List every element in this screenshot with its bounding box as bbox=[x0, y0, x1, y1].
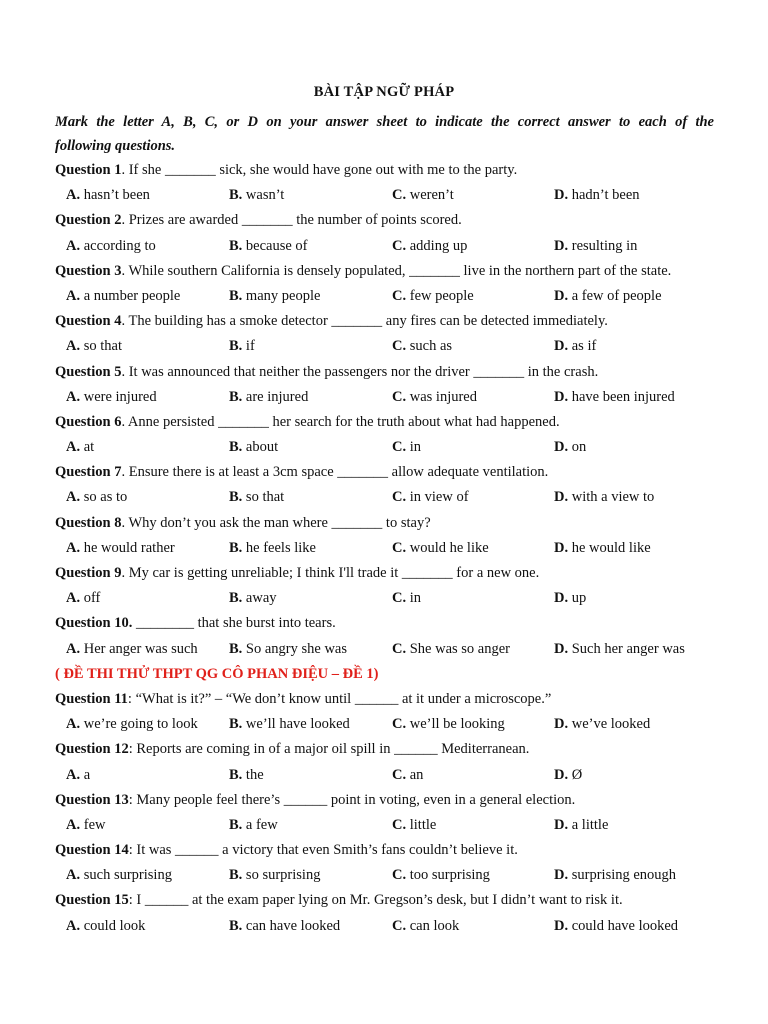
answer-option-b bbox=[229, 637, 347, 662]
option-text: wasn’t bbox=[242, 187, 285, 204]
option-text: a number people bbox=[80, 287, 181, 304]
option-letter: A. bbox=[66, 539, 81, 556]
option-text: few bbox=[80, 816, 106, 833]
answer-option-a bbox=[66, 586, 100, 611]
option-text: we’ll have looked bbox=[242, 716, 350, 733]
option-letter: C. bbox=[392, 237, 407, 254]
question-text: Anne persisted _______ her search for the truth about what had happened. bbox=[127, 413, 560, 430]
option-text: resulting in bbox=[568, 237, 638, 254]
option-letter: C. bbox=[392, 439, 407, 456]
answer-options bbox=[55, 385, 735, 410]
option-letter: A. bbox=[66, 287, 81, 304]
option-text: he would like bbox=[568, 539, 651, 556]
question-number: Question 12 bbox=[55, 741, 129, 758]
answer-option-d bbox=[554, 813, 608, 838]
option-text: so surprising bbox=[242, 867, 321, 884]
option-letter: C. bbox=[392, 489, 407, 506]
question-text: Reports are coming in of a major oil spill in ______ Mediterranean. bbox=[136, 741, 530, 758]
question-number: Question 4 bbox=[55, 313, 122, 330]
question-stem bbox=[55, 511, 735, 536]
answer-option-c bbox=[392, 712, 505, 737]
option-letter: C. bbox=[392, 388, 407, 405]
question-separator: . bbox=[121, 565, 129, 581]
option-letter: B. bbox=[229, 187, 243, 204]
option-letter: B. bbox=[229, 489, 243, 506]
question-text: Ensure there is at least a 3cm space _______ allow adequate ventilation. bbox=[128, 464, 549, 481]
option-letter: A. bbox=[66, 439, 81, 456]
answer-options bbox=[55, 586, 735, 611]
option-letter: C. bbox=[392, 287, 407, 304]
instructions-line-2: following questions. bbox=[55, 138, 176, 154]
question-text: It was announced that neither the passengers nor the driver _______ in the crash. bbox=[128, 363, 599, 380]
page-title: BÀI TẬP NGỮ PHÁP bbox=[313, 84, 455, 100]
question-separator: . bbox=[121, 413, 128, 430]
answer-option-d bbox=[554, 435, 586, 460]
question-separator: . bbox=[121, 313, 129, 330]
option-letter: D. bbox=[554, 287, 569, 304]
question-separator: . bbox=[121, 464, 129, 481]
answer-options bbox=[55, 485, 735, 510]
answer-option-c bbox=[392, 334, 452, 359]
option-letter: D. bbox=[554, 640, 569, 657]
option-text: adding up bbox=[406, 237, 468, 254]
question-number: Question 3 bbox=[55, 262, 122, 279]
answer-option-a bbox=[66, 334, 122, 359]
option-letter: B. bbox=[229, 716, 243, 733]
answer-option-d bbox=[554, 183, 640, 208]
option-text: Such her anger was bbox=[568, 640, 685, 657]
option-text: he would rather bbox=[80, 539, 175, 556]
answer-option-a bbox=[66, 485, 127, 510]
answer-option-b bbox=[229, 536, 316, 561]
question-stem bbox=[55, 158, 735, 183]
option-text: She was so anger bbox=[406, 640, 511, 657]
option-text: surprising enough bbox=[568, 867, 677, 884]
question-stem bbox=[55, 737, 735, 762]
question-separator: : bbox=[128, 892, 137, 909]
answer-option-c bbox=[392, 234, 467, 259]
answer-options bbox=[55, 536, 735, 561]
option-letter: A. bbox=[66, 489, 81, 506]
option-text: would he like bbox=[406, 539, 489, 556]
answer-option-b bbox=[229, 763, 264, 788]
option-letter: C. bbox=[392, 766, 407, 783]
option-letter: C. bbox=[392, 640, 407, 657]
option-text: about bbox=[242, 439, 279, 456]
option-letter: A. bbox=[66, 917, 81, 934]
answer-options bbox=[55, 763, 735, 788]
option-letter: C. bbox=[392, 539, 407, 556]
question-separator: : bbox=[127, 690, 136, 707]
option-letter: A. bbox=[66, 187, 81, 204]
option-text: can look bbox=[406, 917, 460, 934]
option-letter: D. bbox=[554, 237, 569, 254]
question-stem bbox=[55, 208, 735, 233]
question-text: My car is getting unreliable; I think I'll trade it _______ for a new one. bbox=[128, 565, 540, 581]
answer-option-b bbox=[229, 586, 277, 611]
instructions-line-1: Mark the letter A, B, C, or D on your answer sheet to indicate the correct answer to each of the bbox=[55, 114, 714, 130]
option-text: we’ll be looking bbox=[406, 716, 505, 733]
option-letter: B. bbox=[229, 539, 243, 556]
answer-option-d bbox=[554, 586, 586, 611]
question-list bbox=[55, 158, 735, 939]
question-separator: : bbox=[128, 791, 137, 808]
option-text: we’re going to look bbox=[80, 716, 198, 733]
answer-option-c bbox=[392, 485, 469, 510]
question-number: Question 5 bbox=[55, 363, 122, 380]
option-text: so as to bbox=[80, 489, 128, 506]
option-letter: B. bbox=[229, 590, 243, 607]
option-text: on bbox=[568, 439, 587, 456]
answer-option-b bbox=[229, 385, 308, 410]
answer-option-b bbox=[229, 334, 255, 359]
question-text: ________ that she burst into tears. bbox=[135, 615, 336, 632]
question-stem bbox=[55, 410, 735, 435]
question-text: If she _______ sick, she would have gone out with me to the party. bbox=[128, 162, 518, 178]
option-text: few people bbox=[406, 287, 474, 304]
question-number: Question 1 bbox=[55, 162, 122, 178]
option-text: Her anger was such bbox=[80, 640, 198, 657]
option-letter: B. bbox=[229, 287, 243, 304]
option-text: can have looked bbox=[242, 917, 341, 934]
question-number: Question 13 bbox=[55, 791, 129, 808]
option-letter: D. bbox=[554, 338, 569, 355]
answer-option-b bbox=[229, 284, 320, 309]
question-number: Question 10. bbox=[55, 615, 133, 632]
answer-option-d bbox=[554, 536, 651, 561]
option-text: we’ve looked bbox=[568, 716, 651, 733]
answer-option-b bbox=[229, 183, 284, 208]
answer-options bbox=[55, 863, 735, 888]
question-text: I ______ at the exam paper lying on Mr. Gregson’s desk, but I didn’t want to risk it. bbox=[136, 892, 623, 909]
answer-option-b bbox=[229, 863, 320, 888]
option-letter: A. bbox=[66, 766, 81, 783]
answer-option-a bbox=[66, 385, 157, 410]
answer-option-a bbox=[66, 637, 198, 662]
option-letter: D. bbox=[554, 917, 569, 934]
question-text: Why don’t you ask the man where _______ to stay? bbox=[128, 514, 431, 531]
option-letter: A. bbox=[66, 237, 81, 254]
question-separator: . bbox=[121, 212, 129, 229]
answer-options bbox=[55, 637, 735, 662]
option-letter: D. bbox=[554, 187, 569, 204]
option-letter: D. bbox=[554, 388, 569, 405]
option-letter: B. bbox=[229, 439, 243, 456]
option-text: he feels like bbox=[242, 539, 316, 556]
question-number: Question 9 bbox=[55, 565, 122, 581]
answer-option-d bbox=[554, 637, 685, 662]
option-text: a few bbox=[242, 816, 278, 833]
answer-option-d bbox=[554, 284, 662, 309]
option-text: in bbox=[406, 439, 422, 456]
option-text: according to bbox=[80, 237, 156, 254]
option-letter: C. bbox=[392, 590, 407, 607]
instructions bbox=[55, 110, 714, 158]
answer-option-b bbox=[229, 813, 278, 838]
option-letter: C. bbox=[392, 716, 407, 733]
answer-option-a bbox=[66, 284, 180, 309]
question-number: Question 6 bbox=[55, 413, 122, 430]
answer-option-a bbox=[66, 914, 145, 939]
question-separator: . bbox=[121, 162, 129, 178]
answer-options bbox=[55, 712, 735, 737]
question-number: Question 8 bbox=[55, 514, 122, 531]
answer-option-a bbox=[66, 863, 172, 888]
option-letter: C. bbox=[392, 187, 407, 204]
option-letter: A. bbox=[66, 867, 81, 884]
option-text: away bbox=[242, 590, 277, 607]
option-text: such as bbox=[406, 338, 453, 355]
question-separator: . bbox=[121, 363, 129, 380]
option-text: so that bbox=[80, 338, 122, 355]
answer-option-b bbox=[229, 712, 350, 737]
option-text: hasn’t been bbox=[80, 187, 150, 204]
question-stem bbox=[55, 838, 735, 863]
answer-option-c bbox=[392, 435, 421, 460]
question-number: Question 15 bbox=[55, 892, 129, 909]
question-text: While southern California is densely populated, _______ live in the northern part of the state. bbox=[128, 262, 672, 279]
option-letter: D. bbox=[554, 439, 569, 456]
answer-option-c bbox=[392, 586, 421, 611]
question-stem bbox=[55, 888, 735, 913]
question-text: Many people feel there’s ______ point in voting, even in a general election. bbox=[136, 791, 576, 808]
question-separator: . bbox=[121, 514, 129, 531]
question-text: “What is it?” – “We don’t know until ______ at it under a microscope.” bbox=[135, 690, 552, 707]
option-letter: A. bbox=[66, 388, 81, 405]
option-letter: B. bbox=[229, 766, 243, 783]
answer-option-a bbox=[66, 183, 150, 208]
option-letter: C. bbox=[392, 917, 407, 934]
option-text: Ø bbox=[568, 766, 583, 783]
option-letter: D. bbox=[554, 867, 569, 884]
question-text: It was ______ a victory that even Smith’s fans couldn’t believe it. bbox=[136, 842, 518, 859]
answer-option-b bbox=[229, 234, 308, 259]
question-stem bbox=[55, 611, 735, 636]
option-letter: C. bbox=[392, 338, 407, 355]
answer-options bbox=[55, 914, 735, 939]
option-text: little bbox=[406, 816, 437, 833]
answer-option-c bbox=[392, 284, 474, 309]
section-heading: ( ĐỀ THI THỬ THPT QG CÔ PHAN ĐIỆU – ĐỀ 1) bbox=[55, 665, 379, 682]
question-stem bbox=[55, 561, 735, 586]
option-letter: D. bbox=[554, 539, 569, 556]
option-letter: A. bbox=[66, 816, 81, 833]
option-letter: B. bbox=[229, 388, 243, 405]
option-letter: A. bbox=[66, 716, 81, 733]
question-text: The building has a smoke detector _______ any fires can be detected immediately. bbox=[128, 313, 608, 330]
option-text: if bbox=[242, 338, 255, 355]
option-text: such surprising bbox=[80, 867, 172, 884]
question-separator: : bbox=[128, 842, 137, 859]
question-stem bbox=[55, 788, 735, 813]
option-letter: B. bbox=[229, 640, 243, 657]
option-text: a little bbox=[568, 816, 609, 833]
option-letter: B. bbox=[229, 867, 243, 884]
option-text: a few of people bbox=[568, 287, 662, 304]
answer-option-d bbox=[554, 385, 675, 410]
answer-option-a bbox=[66, 234, 156, 259]
answer-option-a bbox=[66, 763, 90, 788]
answer-option-b bbox=[229, 914, 340, 939]
answer-options bbox=[55, 234, 735, 259]
option-text: up bbox=[568, 590, 587, 607]
answer-options bbox=[55, 813, 735, 838]
option-text: could have looked bbox=[568, 917, 679, 934]
answer-option-c bbox=[392, 536, 489, 561]
option-text: because of bbox=[242, 237, 308, 254]
question-stem bbox=[55, 309, 735, 334]
option-text: so that bbox=[242, 489, 285, 506]
answer-options bbox=[55, 183, 735, 208]
option-letter: D. bbox=[554, 766, 569, 783]
question-stem bbox=[55, 360, 735, 385]
answer-option-c bbox=[392, 183, 454, 208]
answer-option-d bbox=[554, 485, 654, 510]
option-letter: B. bbox=[229, 816, 243, 833]
option-text: in view of bbox=[406, 489, 469, 506]
answer-option-a bbox=[66, 435, 94, 460]
option-text: at bbox=[80, 439, 95, 456]
answer-options bbox=[55, 284, 735, 309]
option-letter: D. bbox=[554, 716, 569, 733]
answer-option-b bbox=[229, 435, 278, 460]
option-letter: A. bbox=[66, 338, 81, 355]
option-text: with a view to bbox=[568, 489, 655, 506]
answer-options bbox=[55, 334, 735, 359]
option-text: an bbox=[406, 766, 424, 783]
question-stem bbox=[55, 460, 735, 485]
question-number: Question 11 bbox=[55, 690, 128, 707]
answer-option-d bbox=[554, 712, 650, 737]
answer-option-c bbox=[392, 637, 510, 662]
option-letter: B. bbox=[229, 917, 243, 934]
option-text: were injured bbox=[80, 388, 157, 405]
option-text: hadn’t been bbox=[568, 187, 640, 204]
question-number: Question 2 bbox=[55, 212, 122, 229]
answer-option-d bbox=[554, 863, 676, 888]
question-text: Prizes are awarded _______ the number of points scored. bbox=[128, 212, 462, 229]
option-letter: B. bbox=[229, 338, 243, 355]
answer-option-c bbox=[392, 863, 490, 888]
question-stem bbox=[55, 687, 735, 712]
option-text: are injured bbox=[242, 388, 309, 405]
option-letter: D. bbox=[554, 489, 569, 506]
answer-options bbox=[55, 435, 735, 460]
answer-option-d bbox=[554, 763, 582, 788]
answer-option-c bbox=[392, 914, 459, 939]
answer-option-c bbox=[392, 385, 477, 410]
option-text: in bbox=[406, 590, 422, 607]
question-number: Question 7 bbox=[55, 464, 122, 481]
option-letter: C. bbox=[392, 867, 407, 884]
option-text: have been injured bbox=[568, 388, 675, 405]
option-text: too surprising bbox=[406, 867, 490, 884]
answer-option-b bbox=[229, 485, 284, 510]
option-text: off bbox=[80, 590, 101, 607]
option-letter: A. bbox=[66, 590, 81, 607]
answer-option-d bbox=[554, 334, 596, 359]
option-letter: B. bbox=[229, 237, 243, 254]
answer-option-a bbox=[66, 813, 105, 838]
option-text: a bbox=[80, 766, 91, 783]
option-letter: A. bbox=[66, 640, 81, 657]
answer-option-a bbox=[66, 712, 198, 737]
option-text: as if bbox=[568, 338, 597, 355]
answer-option-a bbox=[66, 536, 175, 561]
answer-option-c bbox=[392, 813, 436, 838]
answer-option-c bbox=[392, 763, 423, 788]
question-separator: . bbox=[121, 262, 129, 279]
answer-option-d bbox=[554, 234, 637, 259]
option-letter: D. bbox=[554, 816, 569, 833]
option-text: was injured bbox=[406, 388, 477, 405]
option-text: the bbox=[242, 766, 264, 783]
option-letter: C. bbox=[392, 816, 407, 833]
question-stem bbox=[55, 259, 735, 284]
question-number: Question 14 bbox=[55, 842, 129, 859]
option-text: many people bbox=[242, 287, 321, 304]
option-text: weren’t bbox=[406, 187, 454, 204]
option-text: could look bbox=[80, 917, 146, 934]
question-separator: : bbox=[128, 741, 137, 758]
option-text: So angry she was bbox=[242, 640, 348, 657]
answer-option-d bbox=[554, 914, 678, 939]
option-letter: D. bbox=[554, 590, 569, 607]
